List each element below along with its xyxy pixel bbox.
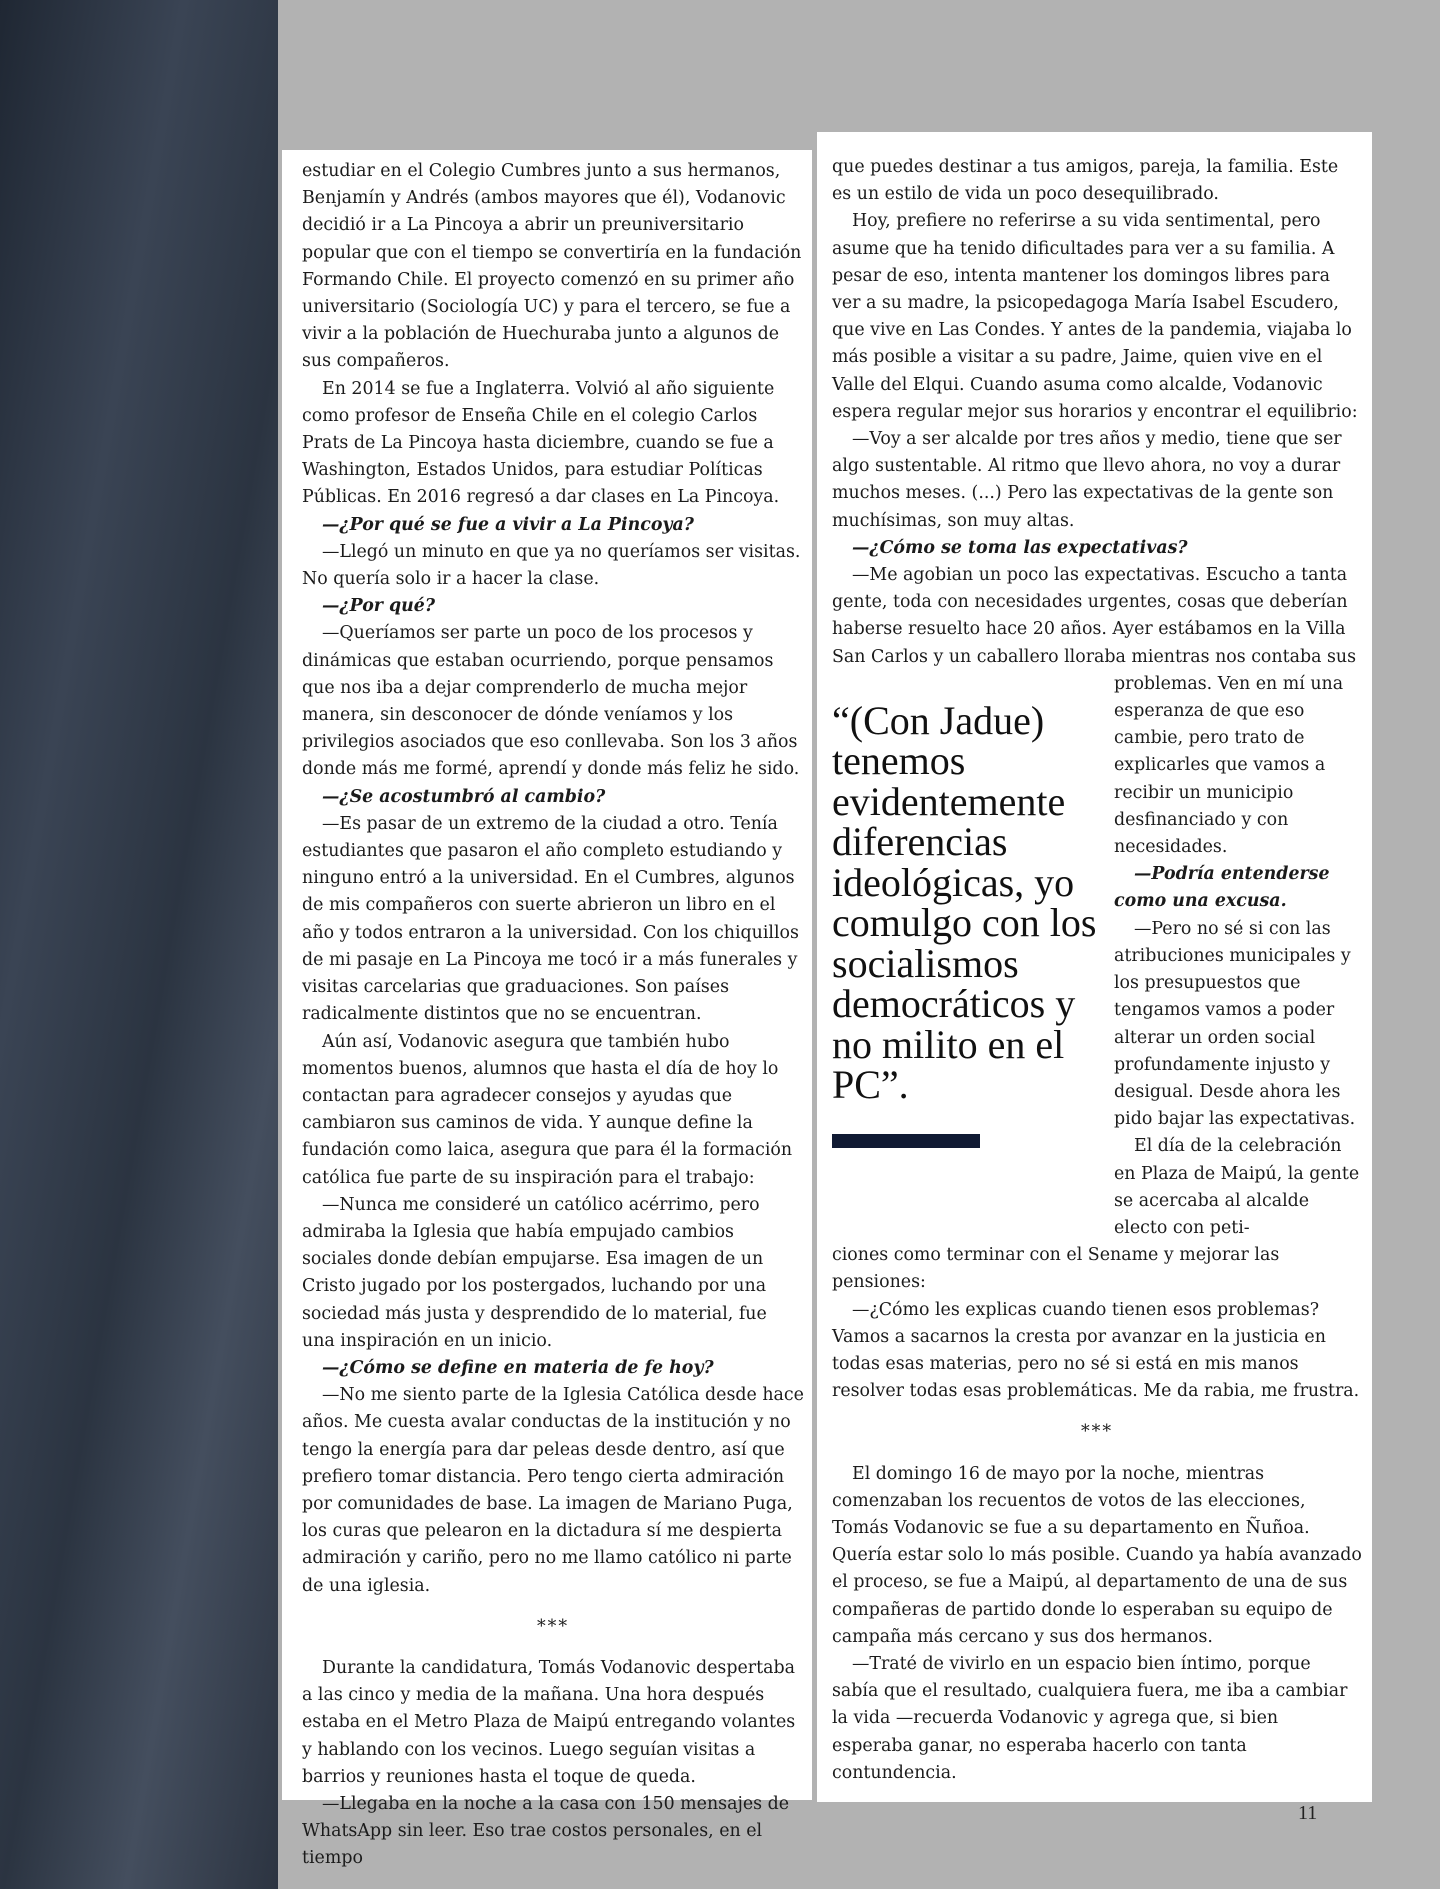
paragraph: Durante la candidatura, Tomás Vodanovic despertaba a las cinco y media de la mañana. Una hora después estaba en el Metro Plaza de Maipú entregando volantes y hablando con los vecinos. Luego seguían visitas a barrios y reuniones hasta el toque de queda. [302, 1657, 796, 1787]
paragraph: Hoy, prefiere no referirse a su vida sentimental, pero asume que ha tenido dificultades para ver a su familia. A pesar de eso, intenta mantener los domingos libres para ver a su madre, la psicopedagoga María Isabel Escudero, que vive en Las Condes. Y antes de la pandemia, viajaba lo más posible a visitar a su padre, Jaime, quien vive en el Valle del Elqui. Cuando asuma como alcalde, Vodanovic espera regular mejor sus horarios y encontrar el equilibrio: [832, 211, 1358, 422]
paragraph: —Voy a ser alcalde por tres años y medio, tiene que ser algo sustentable. Al ritmo que llevo ahora, no voy a durar muchos meses. (...) Pero las expectativas de la gente son muchísimas, son muy altas. [832, 429, 1342, 531]
interview-question: —¿Por qué? [322, 596, 436, 617]
left-text-column [282, 150, 812, 1869]
right-text-column [817, 132, 1372, 1802]
paragraph: —Pero no sé si con las atribuciones municipales y los presupuestos que tengamos vamos a poder alterar un orden social profundamente injusto y desigual. Desde ahora les pido bajar las expectativas. [1114, 918, 1356, 1130]
pull-quote-text: “(Con Jadue) tenemos evidentemente diferencias ideológicas, yo comulgo con los socialismos democráticos y no milito en el PC”. [832, 697, 1097, 1108]
paragraph: El domingo 16 de mayo por la noche, mientras comenzaban los recuentos de votos de las elecciones, Tomás Vodanovic se fue a su departamento en Ñuñoa. Quería estar solo lo más posible. Cuando ya había avanzado el proceso, se fue a Maipú, al departamento de una de sus compañeras de partido donde lo esperaban su equipo de campaña más cercano y sus dos hermanos. [832, 1463, 1362, 1647]
pull-quote-bar [832, 1134, 980, 1148]
section-separator: *** [1080, 1422, 1114, 1443]
paragraph: Aún así, Vodanovic asegura que también hubo momentos buenos, alumnos que hasta el día de hoy lo contactan para agradecer consejos y ayudas que cambiaron sus caminos de vida. Y aunque define la fundación como laica, asegura que para él la formación católica fue parte de su inspiración para el trabajo: [302, 1031, 793, 1188]
interview-question: —¿Cómo se define en materia de fe hoy? [322, 1357, 714, 1378]
right-column-bottom [832, 1242, 1362, 1787]
interview-question: —¿Se acostumbró al cambio? [322, 786, 606, 807]
paragraph: En 2014 se fue a Inglaterra. Volvió al año siguiente como profesor de Enseña Chile en el colegio Carlos Prats de La Pincoya hasta diciembre, cuando se fue a Washington, Estados Unidos, para estudiar Políticas Públicas. En 2016 regresó a dar clases en La Pincoya. [302, 378, 780, 508]
paragraph: —Me agobian un poco las expectativas. Escucho a tanta gente, toda con necesidades urgentes, cosas que deberían haberse resuelto hace 20 años. Ayer estábamos en la Villa San Carlos y un caballero lloraba mientras nos contaba sus [832, 565, 1357, 667]
paragraph: estudiar en el Colegio Cumbres junto a sus hermanos, Benjamín y Andrés (ambos mayores que él), Vodanovic decidió ir a La Pincoya a abrir un preuniversitario popular que con el tiempo se convertiría en la fundación Formando Chile. El proyecto comenzó en su primer año universitario (Sociología UC) y para el tercero, se fue a vivir a la población de Huechuraba junto a algunos de sus compañeros. [302, 161, 802, 372]
paragraph: El día de la celebración en Plaza de Maipú, la gente se acercaba al alcalde electo con peti- [1114, 1136, 1360, 1238]
right-column-side [1114, 671, 1362, 1242]
pull-quote-section [832, 671, 1362, 1242]
right-column-top [832, 154, 1362, 671]
section-separator: *** [536, 1616, 570, 1637]
paragraph: —Traté de vivirlo en un espacio bien íntimo, porque sabía que el resultado, cualquiera fuera, me iba a cambiar la vida —recuerda Vodanovic y agrega que, si bien esperaba ganar, no esperaba hacerlo con tanta contundencia. [832, 1653, 1348, 1783]
paragraph: —Llegó un minuto en que ya no queríamos ser visitas. No quería solo ir a hacer la clase. [302, 541, 801, 590]
interview-question: —¿Cómo se toma las expectativas? [852, 537, 1188, 558]
interview-question: —¿Por qué se fue a vivir a La Pincoya? [322, 514, 694, 535]
paragraph: —Nunca me consideré un católico acérrimo, pero admiraba la Iglesia que había empujado cambios sociales donde debían empujarse. Esa imagen de un Cristo jugado por los postergados, luchando por una sociedad más justa y desprendido de lo material, fue una inspiración en un inicio. [302, 1194, 767, 1351]
interview-question: —Podría entenderse como una excusa. [1114, 864, 1330, 912]
paragraph: —Llegaba en la noche a la casa con 150 mensajes de WhatsApp sin leer. Eso trae costos personales, en el tiempo [302, 1793, 790, 1869]
paragraph: problemas. Ven en mí una esperanza de que eso cambie, pero trato de explicarles que vamos a recibir un municipio desfinanciado y con necesidades. [1114, 673, 1344, 858]
paragraph: —No me siento parte de la Iglesia Católica desde hace años. Me cuesta avalar conductas de la institución y no tengo la energía para dar peleas desde dentro, así que prefiero tomar distancia. Pero tengo cierta admiración por comunidades de base. La imagen de Mariano Puga, los curas que pelearon en la dictadura sí me despierta admiración y cariño, pero no me llamo católico ni parte de una iglesia. [302, 1385, 804, 1596]
paragraph: ciones como terminar con el Sename y mejorar las pensiones: [832, 1245, 1280, 1293]
pull-quote [832, 671, 1114, 1242]
page-number: 11 [1298, 1802, 1318, 1824]
dark-side-panel [0, 0, 278, 1889]
paragraph: que puedes destinar a tus amigos, pareja, la familia. Este es un estilo de vida un poco desequilibrado. [832, 157, 1339, 205]
paragraph: —Queríamos ser parte un poco de los procesos y dinámicas que estaban ocurriendo, porque pensamos que nos iba a dejar comprenderlo de mucha mejor manera, sin desconocer de dónde veníamos y los privilegios asociados que eso conllevaba. Son los 3 años donde más me formé, aprendí y donde más feliz he sido. [302, 623, 800, 780]
paragraph: —¿Cómo les explicas cuando tienen esos problemas? Vamos a sacarnos la cresta por avanzar en la justicia en todas esas materias, pero no sé si está en mis manos resolver todas esas problemáticas. Me da rabia, me frustra. [832, 1299, 1360, 1402]
left-column-body [302, 158, 804, 1873]
paragraph: —Es pasar de un extremo de la ciudad a otro. Tenía estudiantes que pasaron el año completo estudiando y ninguno entró a la universidad. En el Cumbres, algunos de mis compañeros con suerte abrieron un libro en el año y todos entraron a la universidad. Con los chiquillos de mi pasaje en La Pincoya me tocó ir a más funerales y visitas carcelarias que graduaciones. Son países radicalmente distintos que no se encuentran. [302, 813, 799, 1025]
